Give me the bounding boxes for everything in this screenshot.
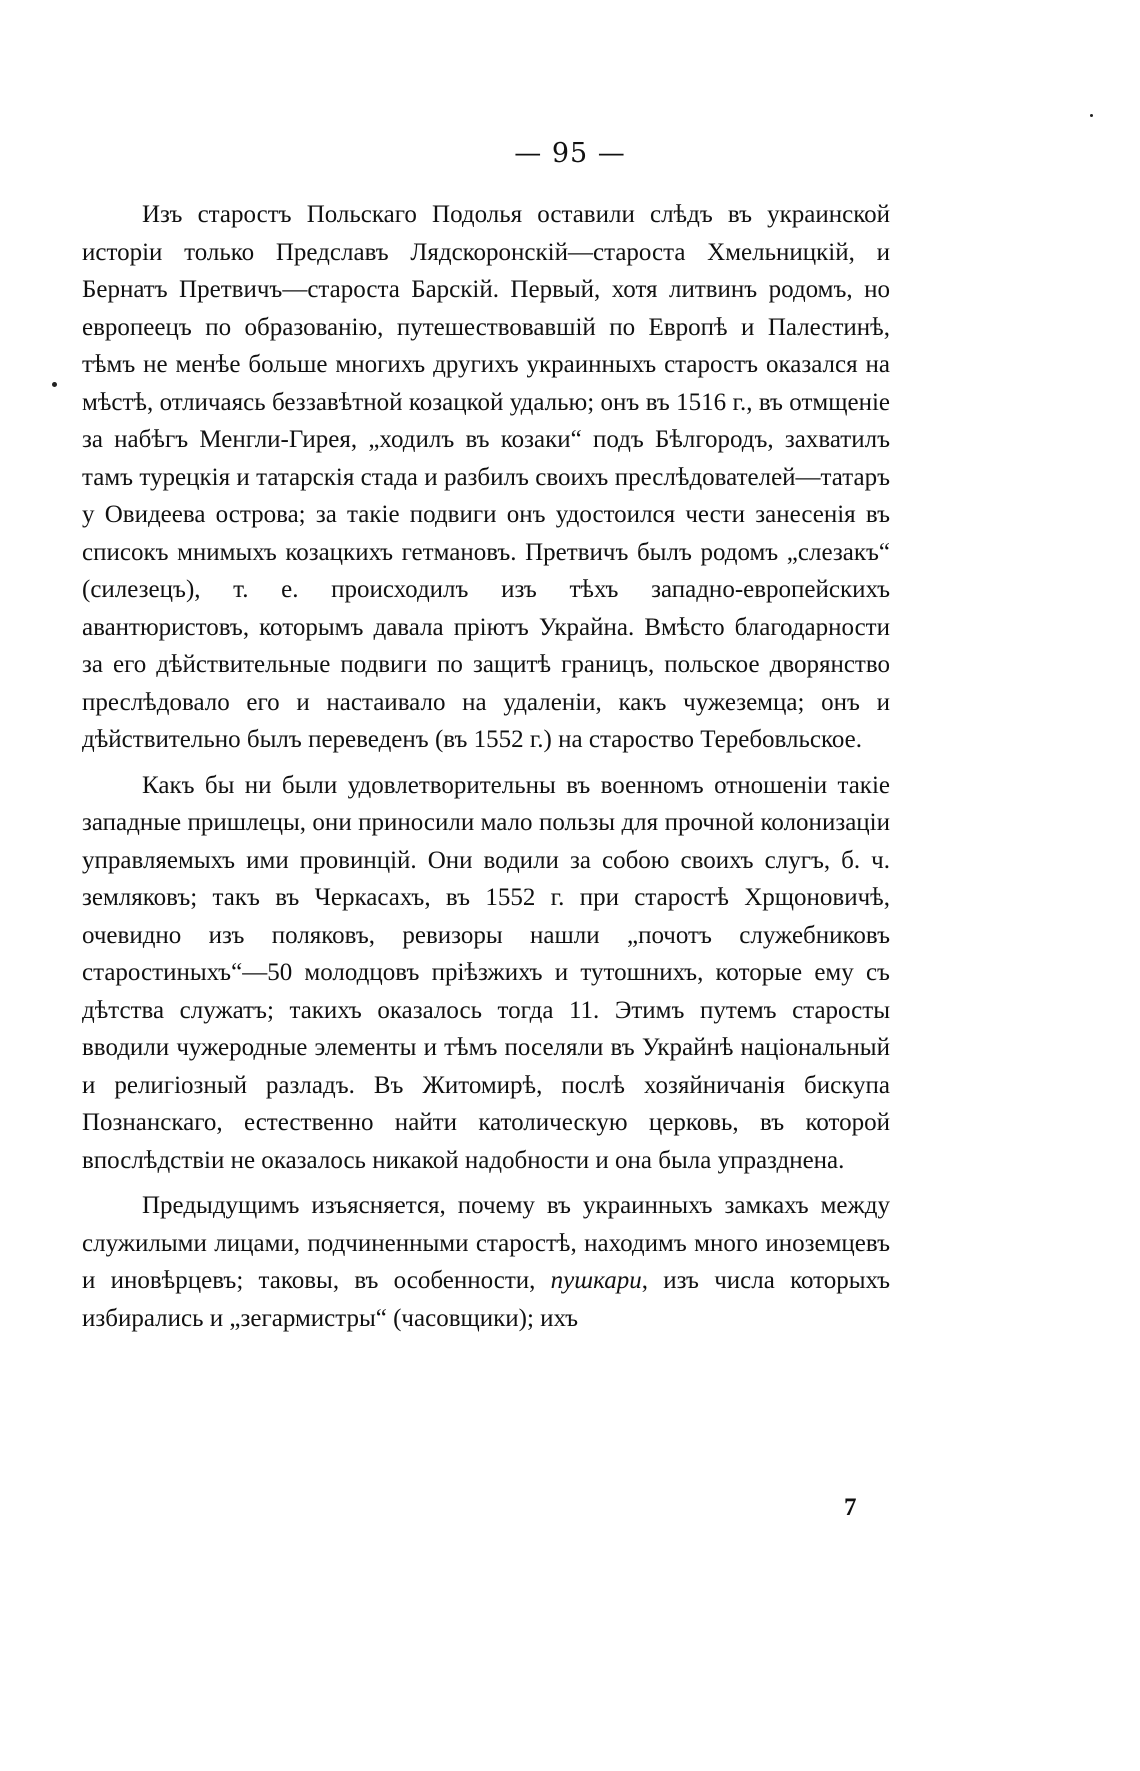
page-number-header: — 95 — (514, 138, 626, 169)
paragraph-3-text-before: Предыдущимъ изъясняется, почему въ украинныхъ замкахъ между служилыми лицами, подчиненными старостѣ, находимъ много иноземцевъ и иновѣрцевъ; таковы, въ особенности, (82, 1192, 890, 1294)
paragraph-2: Какъ бы ни были удовлетворительны въ военномъ отношеніи такіе западные пришлецы, они приносили мало пользы для прочной колонизаціи управляемыхъ ими провинцій. Они водили за собою своихъ слугъ, б. ч. земляковъ; такъ въ Черкасахъ, въ 1552 г. при старостѣ Хрщоновичѣ, очевидно изъ поляковъ, ревизоры нашли „почотъ служебниковъ старостиныхъ“—50 молодцовъ пріѣзжихъ и тутошнихъ, которые ему съ дѣтства служатъ; такихъ оказалось тогда 11. Этимъ путемъ старосты вводили чужеродные элементы и тѣмъ поселяли въ Украйнѣ національный и религіозный разладъ. Въ Житомирѣ, послѣ хозяйничанія бискупа Познанскаго, естественно найти католическую церковь, въ которой впослѣдствіи не оказалось никакой надобности и она была упразднена. (82, 771, 890, 1174)
paragraph-3-text-after: , изъ числа которыхъ избирались и „зегармистры“ (часовщики); ихъ (82, 1267, 890, 1332)
paragraph-3-italic-term: пушкари (550, 1267, 642, 1294)
main-text (82, 196, 890, 1337)
corner-speck (1090, 114, 1093, 117)
paragraph-3 (82, 1187, 890, 1337)
paragraph-1: Изъ старостъ Польскаго Подолья оставили слѣдъ въ украинской исторіи только Предславъ Лядскоронскій—староста Хмельницкій, и Бернатъ Претвичъ—староста Барскій. Первый, хотя литвинъ родомъ, но европеецъ по образованію, путешествовавшій по Европѣ и Палестинѣ, тѣмъ не менѣе больше многихъ другихъ украинныхъ старостъ оказался на мѣстѣ, отличаясь беззавѣтной козацкой удалью; онъ въ 1516 г., въ отмщеніе за набѣгъ Менгли-Гирея, „ходилъ въ козаки“ подъ Бѣлгородъ, захватилъ тамъ турецкія и татарскія стада и разбилъ своихъ преслѣдователей—татаръ у Овидеева острова; за такіе подвиги онъ удостоился чести занесенія въ списокъ мнимыхъ козацкихъ гетмановъ. Претвичъ былъ родомъ „слезакъ“ (силезецъ), т. е. происходилъ изъ тѣхъ западно-европейскихъ авантюристовъ, которымъ давала пріютъ Украйна. Вмѣсто благодарности за его дѣйствительные подвиги по защитѣ границъ, польское дворянство преслѣдовало его и настаивало на удаленіи, какъ чужеземца; онъ и дѣйствительно былъ переведенъ (въ 1552 г.) на староство Теребовльское. (82, 201, 890, 753)
margin-speck (52, 382, 57, 387)
signature-mark: 7 (844, 1494, 857, 1521)
